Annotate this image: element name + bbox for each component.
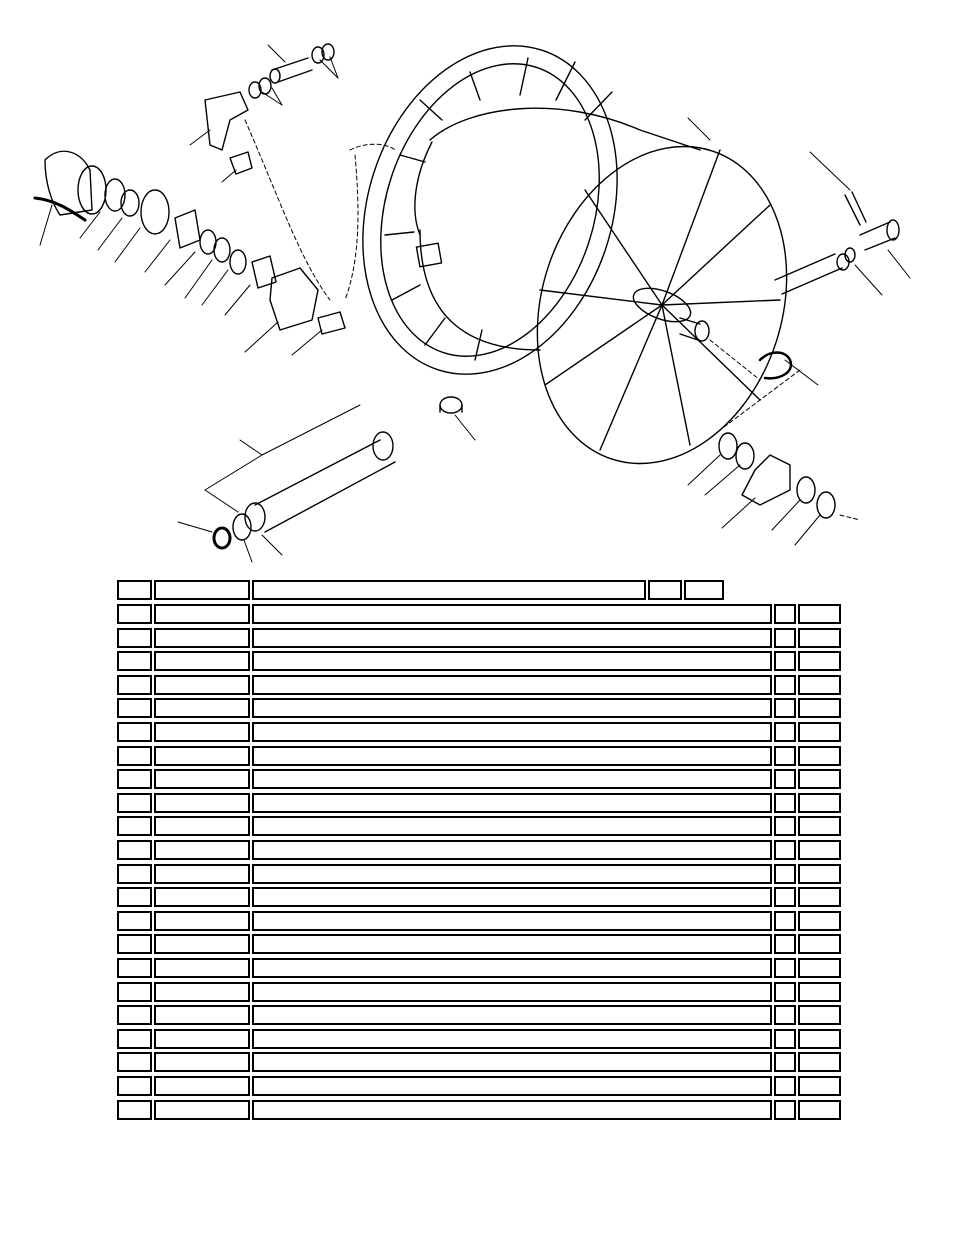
hose-path-dashed [245,120,395,300]
table-cell [252,864,772,884]
table-cell [117,1100,152,1120]
table-cell [798,934,841,954]
table-cell [154,816,250,836]
washer-right [736,443,754,469]
table-cell [117,769,152,789]
inlet-elbow [205,92,248,150]
table-cell [154,604,250,624]
table-cell [252,911,772,931]
table-header-cell [154,580,250,600]
axle-key [845,192,866,225]
table-cell [774,958,796,978]
table-cell [154,864,250,884]
table-cell [774,1100,796,1120]
table-cell [252,934,772,954]
table-cell [798,722,841,742]
table-cell [774,887,796,907]
table-cell [117,793,152,813]
table-cell [252,651,772,671]
table-cell [117,816,152,836]
table-header-cell [117,580,152,600]
table-cell [154,887,250,907]
table-cell [117,675,152,695]
table-cell [117,911,152,931]
table-cell [252,698,772,718]
table-cell [774,1029,796,1049]
right-bearing-stack [710,340,860,520]
table-cell [252,675,772,695]
inlet-bushing [230,152,252,174]
table-cell [154,651,250,671]
snap-ring-2 [214,238,230,262]
table-cell [774,1052,796,1072]
table-cell [252,1005,772,1025]
table-cell [117,887,152,907]
table-cell [798,1100,841,1120]
table-cell [798,1076,841,1096]
table-cell [154,1052,250,1072]
table-cell [252,1052,772,1072]
gasket-left [105,179,125,211]
table-cell [774,793,796,813]
table-cell [798,1052,841,1072]
hose-clamp [440,397,462,413]
exploded-hose-reel-diagram [0,0,954,575]
reel-drum [322,13,826,497]
table-cell [774,911,796,931]
table-cell [798,1005,841,1025]
table-cell [117,864,152,884]
table-cell [117,722,152,742]
table-cell [252,840,772,860]
hose-section [214,432,395,548]
table-cell [154,675,250,695]
table-cell [252,793,772,813]
table-cell [117,982,152,1002]
table-cell [117,698,152,718]
table-cell [154,698,250,718]
hose-wrap [35,198,85,220]
washer-right-2 [797,477,815,503]
table-cell [798,982,841,1002]
pillow-block-right [742,455,790,505]
table-cell [252,982,772,1002]
bushing-left [318,312,345,334]
table-cell [154,934,250,954]
table-cell [252,1100,772,1120]
table-cell [252,958,772,978]
axle-shaft [775,192,899,294]
table-cell [117,934,152,954]
table-cell [154,911,250,931]
table-cell [252,769,772,789]
table-cell [774,651,796,671]
table-cell [154,982,250,1002]
table-cell [117,1005,152,1025]
table-cell [774,628,796,648]
table-cell [154,769,250,789]
table-cell [774,769,796,789]
left-bearing-stack [35,151,345,334]
axle-flange-end [860,222,895,250]
table-cell [774,675,796,695]
table-cell [252,816,772,836]
table-cell [117,604,152,624]
hose-coupling-end [373,432,393,460]
table-cell [117,958,152,978]
table-header-cell [648,580,682,600]
pillow-block-left [270,268,318,330]
table-cell [117,840,152,860]
table-cell [798,958,841,978]
table-cell [798,675,841,695]
table-cell [117,651,152,671]
table-cell [798,911,841,931]
table-cell [252,628,772,648]
table-cell [774,864,796,884]
table-cell [798,793,841,813]
table-cell [798,628,841,648]
table-header-cell [684,580,724,600]
table-cell [774,934,796,954]
bearing-sleeve [175,210,200,248]
table-cell [252,746,772,766]
table-cell [117,1076,152,1096]
table-cell [252,887,772,907]
retainer-plate [141,190,169,234]
table-cell [774,722,796,742]
table-cell [252,604,772,624]
table-cell [154,793,250,813]
rear-flange [322,13,658,408]
drum-label-plate [416,243,441,267]
table-cell [798,746,841,766]
table-cell [798,698,841,718]
table-cell [154,958,250,978]
table-cell [154,1005,250,1025]
table-header-cell [252,580,646,600]
table-cell [774,604,796,624]
snap-ring-right-2 [817,492,835,518]
table-cell [154,722,250,742]
table-cell [117,1052,152,1072]
table-cell [117,628,152,648]
table-cell [798,887,841,907]
drive-belt [760,353,791,379]
table-cell [798,651,841,671]
table-cell [117,1029,152,1049]
table-cell [154,840,250,860]
table-cell [154,746,250,766]
table-cell [798,769,841,789]
table-cell [117,746,152,766]
table-cell [252,1076,772,1096]
callout-leaders [40,45,910,562]
table-cell [154,1100,250,1120]
table-cell [774,698,796,718]
table-cell [774,982,796,1002]
table-cell [798,1029,841,1049]
table-cell [154,1029,250,1049]
table-cell [252,1029,772,1049]
table-cell [798,864,841,884]
table-cell [798,840,841,860]
table-cell [154,1076,250,1096]
table-cell [774,1076,796,1096]
washer-left [230,250,246,274]
table-cell [798,604,841,624]
table-cell [154,628,250,648]
hose-gasket [214,528,230,548]
table-cell [774,816,796,836]
table-cell [774,746,796,766]
table-cell [252,722,772,742]
snap-ring-right-1 [719,433,737,459]
table-cell [774,840,796,860]
swivel-joint [252,256,276,288]
table-cell [774,1005,796,1025]
table-cell [798,816,841,836]
